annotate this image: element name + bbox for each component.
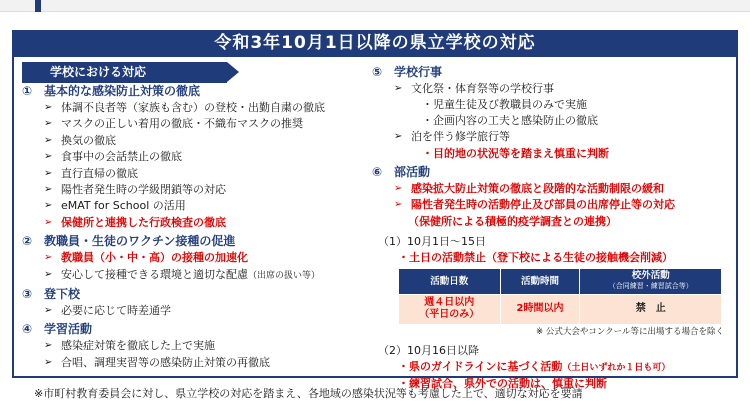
list-item: ➢ 必要に応じて時差通学 bbox=[22, 303, 367, 319]
list-item: ➢ 直行直帰の徹底 bbox=[22, 166, 367, 182]
section-6-item: ➢ 陽性者発生時の活動停止及び部員の出席停止等の対応 bbox=[372, 197, 732, 213]
table-cell: 2時間以内 bbox=[500, 294, 580, 324]
section-5-sub: ・企画内容の工夫と感染防止の徹底 bbox=[422, 114, 598, 128]
section-heading-ribbon: 学校における対応 bbox=[22, 62, 227, 83]
list-item: ➢ 感染症対策を徹底した上で実施 bbox=[22, 338, 367, 354]
period-2-rule: ・県のガイドラインに基づく活動（土日いずれか１日も可） bbox=[398, 359, 671, 373]
section-6-note: （保健所による積極的疫学調査との連携） bbox=[408, 214, 617, 228]
list-item: ➢ マスクの正しい着用の徹底・不織布マスクの推奨 bbox=[22, 116, 367, 132]
table-cell: 週４日以内 （平日のみ） bbox=[399, 294, 501, 324]
list-item: ➢ 体調不良者等（家族も含む）の登校・出勤自粛の徹底 bbox=[22, 100, 367, 116]
arrow-icon: ➢ bbox=[44, 167, 53, 179]
list-item: ➢ 陽性者発生時の学級閉鎖等の対応 bbox=[22, 182, 367, 198]
arrow-icon: ➢ bbox=[44, 200, 53, 212]
section-title: ② 教職員・生徒のワクチン接種の促進 bbox=[22, 234, 236, 249]
list-item: ➢ eMAT for School の活用 bbox=[22, 198, 367, 214]
section-6-title: ⑥ 部活動 bbox=[372, 164, 431, 179]
right-column bbox=[372, 62, 732, 392]
period-1-label: （1）10月1日～15日 bbox=[378, 234, 486, 248]
table-header: 活動時間 bbox=[500, 268, 580, 294]
table-header: 活動日数 bbox=[399, 268, 501, 294]
section-title: ④ 学習活動 bbox=[22, 322, 93, 337]
ink-mark bbox=[35, 0, 41, 12]
section-6-item: ➢ 感染拡大防止対策の徹底と段階的な活動制限の緩和 bbox=[372, 181, 732, 197]
top-edge bbox=[0, 0, 750, 12]
table-note: ※ 公式大会やコンクール等に出場する場合を除く bbox=[536, 326, 724, 337]
period-2-label: （2）10月16日以降 bbox=[378, 343, 479, 357]
arrow-icon: ➢ bbox=[44, 252, 53, 264]
footer-note: ※市町村教育委員会に対し、県立学校の対応を踏まえ、各地域の感染状況等も考慮した上で、適切な対応を要請 bbox=[34, 387, 583, 400]
section-5-title: ⑤ 学校行事 bbox=[372, 65, 443, 79]
arrow-icon: ➢ bbox=[394, 131, 403, 143]
list-item: ➢ 安心して接種できる環境と適切な配慮（出席の扱い等） bbox=[22, 267, 367, 284]
left-column bbox=[22, 62, 367, 371]
table-header: 校外活動 （合同練習・練習試合等） bbox=[580, 268, 722, 294]
left-sections bbox=[22, 83, 367, 371]
table-cell: 禁 止 bbox=[580, 294, 722, 324]
arrow-icon: ➢ bbox=[44, 340, 53, 352]
section-5-sub-red: ・目的地の状況等を踏まえ慎重に判断 bbox=[422, 146, 609, 160]
section-title: ③ 登下校 bbox=[22, 287, 81, 302]
arrow-icon: ➢ bbox=[394, 182, 403, 194]
list-item: ➢ 換気の徹底 bbox=[22, 133, 367, 149]
list-item: ➢ 教職員（小・中・高）の接種の加速化 bbox=[22, 250, 367, 266]
arrow-icon: ➢ bbox=[394, 83, 403, 94]
activity-table bbox=[398, 268, 722, 325]
list-item: ➢ 保健所と連携した行政検査の徹底 bbox=[22, 215, 367, 231]
arrow-icon: ➢ bbox=[44, 356, 53, 368]
arrow-icon: ➢ bbox=[44, 268, 53, 280]
list-item: ➢ 食事中の会話禁止の徹底 bbox=[22, 149, 367, 165]
section-5-item: ➢ 泊を伴う修学旅行等 bbox=[372, 129, 732, 145]
arrow-icon: ➢ bbox=[394, 199, 403, 211]
section-title: ① 基本的な感染防止対策の徹底 bbox=[22, 84, 201, 98]
arrow-icon: ➢ bbox=[44, 216, 53, 228]
section-5-sub: ・児童生徒及び教職員のみで実施 bbox=[422, 98, 587, 112]
arrow-icon: ➢ bbox=[44, 134, 53, 146]
list-item: ➢ 合唱、調理実習等の感染防止対策の再徹底 bbox=[22, 355, 367, 371]
arrow-icon: ➢ bbox=[44, 102, 53, 113]
arrow-icon: ➢ bbox=[44, 184, 53, 196]
page-title: 令和3年10月1日以降の県立学校の対応 bbox=[12, 30, 738, 57]
period-2-rule: ・練習試合、県外での活動は、慎重に判断 bbox=[398, 376, 607, 390]
arrow-icon: ➢ bbox=[44, 305, 53, 317]
section-5-item: ➢ 文化祭・体育祭等の学校行事 bbox=[372, 81, 732, 97]
period-1-rule: ・土日の活動禁止（登下校による生徒の接触機会削減） bbox=[398, 250, 673, 264]
arrow-icon: ➢ bbox=[44, 151, 53, 163]
arrow-icon: ➢ bbox=[44, 118, 53, 130]
